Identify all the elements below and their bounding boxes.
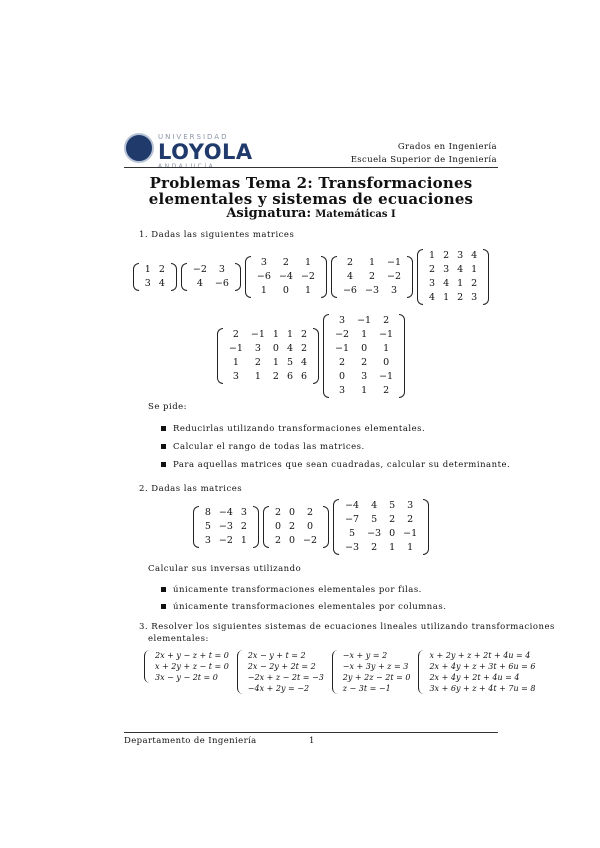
matrix-entry: 4 [443, 278, 450, 289]
matrix-entry: 1 [361, 329, 368, 340]
matrix-entry: 1 [240, 535, 247, 546]
matrix-entry: 4 [196, 278, 203, 289]
matrix-entry: 1 [272, 357, 279, 368]
matrix [181, 263, 241, 291]
matrix-entry: −7 [345, 514, 360, 525]
problem-1-matrices-row-1 [124, 249, 498, 305]
matrix-entry: 1 [260, 285, 267, 296]
matrix-entry: −6 [342, 285, 357, 296]
university-logo [158, 134, 253, 170]
left-brace [418, 650, 425, 694]
equation: x + 2y + z + 2t + 4u = 4 [429, 651, 531, 660]
matrix-entry: −6 [256, 271, 271, 282]
left-brace [237, 650, 244, 694]
matrix-entry: 4 [346, 271, 353, 282]
matrix-entry: 4 [286, 343, 294, 354]
matrix-entry: 1 [144, 264, 151, 275]
right-paren [407, 256, 413, 298]
page-title: Problemas Tema 2: Transformaciones elementales y sistemas de ecuaciones [148, 174, 474, 208]
matrix-entry: 4 [429, 292, 436, 303]
right-paren [483, 249, 489, 305]
matrix-entry: 1 [389, 542, 396, 553]
matrix-entry: 3 [429, 278, 436, 289]
matrix-entry: −1 [228, 343, 243, 354]
matrix-entry: −1 [357, 315, 372, 326]
matrix-entry: 8 [204, 507, 211, 518]
matrix-entry: −4 [345, 500, 360, 511]
matrix-entry: −2 [192, 264, 207, 275]
right-paren [321, 256, 327, 298]
matrix-entry: 1 [368, 257, 376, 268]
matrix-entry: 1 [304, 285, 311, 296]
matrix-entry: 3 [144, 278, 151, 289]
matrix-entry: 1 [361, 385, 368, 396]
matrix-entry: 0 [289, 507, 296, 518]
matrix-entry: 2 [457, 292, 464, 303]
matrix-entry: 1 [383, 343, 390, 354]
university-emblem-icon [124, 133, 154, 163]
matrix-entry: −3 [367, 528, 382, 539]
header-divider [124, 167, 498, 168]
equation: 2y + 2z − 2t = 0 [342, 673, 411, 682]
header-degrees: Grados en Ingeniería [397, 142, 497, 152]
matrix [217, 328, 319, 384]
matrix-entry: 1 [286, 329, 294, 340]
matrix-entry: −2 [387, 271, 402, 282]
logo-main-text: LOYOLA [158, 140, 253, 164]
right-paren [323, 506, 329, 548]
right-paren [313, 328, 319, 384]
matrix-entry: 1 [254, 371, 261, 382]
matrix-entry: 2 [301, 343, 308, 354]
matrix-entry: 1 [429, 250, 436, 261]
equation: −x + y = 2 [342, 651, 388, 660]
problem-2-bullet: únicamente transformaciones elementales por filas. [161, 585, 422, 595]
matrix-entry: 5 [371, 514, 378, 525]
matrix-entry: −1 [387, 257, 402, 268]
equation: 3x + 6y + z + 4t + 7u = 8 [429, 684, 536, 693]
matrix-entry: 0 [389, 528, 396, 539]
page-number: 1 [309, 736, 315, 746]
matrix-entry: 0 [307, 521, 314, 532]
matrix-entry: −6 [214, 278, 229, 289]
matrix-entry: −2 [303, 535, 318, 546]
matrix-entry: 2 [361, 357, 368, 368]
equation: −2x + z − 2t = −3 [247, 673, 324, 682]
subject-label: Asignatura: [226, 206, 312, 221]
matrix [193, 506, 259, 548]
matrix [245, 256, 327, 298]
matrix-entry: 4 [158, 278, 165, 289]
right-paren [423, 499, 429, 555]
matrix-entry: 2 [389, 514, 396, 525]
equation-system [332, 650, 411, 694]
left-paren [245, 256, 251, 298]
left-paren [323, 314, 329, 398]
matrix-entry: 3 [471, 292, 478, 303]
left-paren [133, 263, 139, 291]
matrix-entry: 0 [361, 343, 368, 354]
matrix-entry: 6 [301, 371, 308, 382]
matrix-entry: 0 [383, 357, 390, 368]
matrix-entry: 2 [383, 385, 390, 396]
problem-2-statement: 2. Dadas las matrices [139, 484, 243, 494]
problem-3-statement: 3. Resolver los siguientes sistemas de ecuaciones lineales utilizando transformaciones [139, 622, 555, 632]
left-paren [193, 506, 199, 548]
right-paren [235, 263, 241, 291]
matrix-entry: 4 [301, 357, 308, 368]
matrix-entry: 2 [274, 507, 281, 518]
equation: −4x + 2y = −2 [247, 684, 310, 693]
logo-bottom-text: ANDALUCÍA [158, 163, 216, 170]
matrix-entry: 0 [339, 371, 346, 382]
matrix-entry: −3 [218, 521, 233, 532]
equation: 2x − 2y + 2t = 2 [247, 662, 316, 671]
matrix-entry: 5 [286, 357, 294, 368]
matrix-entry: 2 [301, 329, 308, 340]
matrix-entry: 2 [274, 535, 281, 546]
matrix-entry: 1 [272, 329, 279, 340]
problem-2-matrices [124, 499, 498, 555]
problem-3-statement-cont: elementales: [148, 634, 209, 644]
equation: x + 2y + z − t = 0 [155, 662, 229, 671]
problem-3-systems [144, 650, 543, 694]
matrix-entry: 2 [289, 521, 296, 532]
matrix-entry: 5 [204, 521, 211, 532]
matrix-entry: 2 [371, 542, 378, 553]
subject-line [124, 206, 498, 221]
matrix [331, 256, 413, 298]
matrix-entry: 3 [254, 343, 261, 354]
matrix-entry: 3 [361, 371, 368, 382]
right-paren [171, 263, 177, 291]
matrix-entry: 3 [443, 264, 450, 275]
left-paren [417, 249, 423, 305]
equation-system [418, 650, 535, 694]
matrix-entry: 2 [443, 250, 450, 261]
matrix-entry: 0 [289, 535, 296, 546]
left-paren [331, 256, 337, 298]
matrix-entry: 2 [307, 507, 314, 518]
matrix-entry: 3 [232, 371, 239, 382]
problem-1-ask: Se pide: [148, 402, 188, 412]
right-paren [253, 506, 259, 548]
matrix-entry: 2 [158, 264, 165, 275]
matrix-entry: 3 [260, 257, 267, 268]
left-paren [263, 506, 269, 548]
left-paren [181, 263, 187, 291]
matrix-entry: 4 [471, 250, 478, 261]
matrix-entry: −1 [335, 343, 350, 354]
matrix-entry: 2 [232, 329, 239, 340]
matrix-entry: 1 [304, 257, 311, 268]
equation: z − 3t = −1 [342, 684, 391, 693]
matrix-entry: −4 [278, 271, 293, 282]
footer-department: Departamento de Ingeniería [124, 736, 257, 746]
matrix-entry: −2 [335, 329, 350, 340]
matrix-entry: 1 [232, 357, 239, 368]
equation: 2x − y + t = 2 [247, 651, 306, 660]
right-paren [399, 314, 405, 398]
matrix-entry: 5 [349, 528, 356, 539]
matrix-entry: 2 [339, 357, 346, 368]
problem-1-bullet: Calcular el rango de todas las matrices. [161, 442, 365, 452]
equation: 2x + y − z + t = 0 [155, 651, 229, 660]
matrix-entry: 4 [371, 500, 378, 511]
matrix-entry: 3 [339, 315, 346, 326]
matrix-entry: 4 [457, 264, 464, 275]
problem-1-bullet: Reducirlas utilizando transformaciones elementales. [161, 424, 425, 434]
matrix-entry: 3 [407, 500, 414, 511]
matrix-entry: −1 [379, 329, 394, 340]
left-paren [333, 499, 339, 555]
matrix-entry: 3 [339, 385, 346, 396]
matrix-entry: 2 [383, 315, 390, 326]
subject-value: Matemáticas I [315, 209, 396, 220]
matrix-entry: −2 [218, 535, 233, 546]
matrix-entry: 1 [471, 264, 478, 275]
matrix-entry: 3 [218, 264, 225, 275]
problem-1-bullet: Para aquellas matrices que sean cuadradas, calcular su determinante. [161, 460, 510, 470]
matrix-entry: −3 [345, 542, 360, 553]
matrix-entry: 3 [204, 535, 211, 546]
matrix-entry: 3 [240, 507, 247, 518]
matrix-entry: 0 [272, 343, 279, 354]
matrix-entry: 2 [368, 271, 376, 282]
matrix-entry: 2 [272, 371, 279, 382]
logo-top-text: UNIVERSIDAD [158, 133, 229, 141]
matrix-entry: 2 [429, 264, 436, 275]
matrix-entry: −4 [218, 507, 233, 518]
matrix-entry: 2 [471, 278, 478, 289]
matrix [333, 499, 429, 555]
equation: 2x + 4y + 2t + 4u = 4 [429, 673, 520, 682]
left-brace [144, 650, 151, 683]
matrix-entry: −3 [364, 285, 379, 296]
matrix-entry: 0 [274, 521, 281, 532]
equation: 3x − y − 2t = 0 [155, 673, 218, 682]
problem-1-statement: 1. Dadas las siguientes matrices [139, 230, 295, 240]
matrix-entry: −1 [250, 329, 265, 340]
matrix-entry: 2 [407, 514, 414, 525]
matrix-entry: 5 [389, 500, 396, 511]
matrix-entry: 2 [254, 357, 261, 368]
equation-system [144, 650, 229, 683]
matrix-entry: 2 [282, 257, 289, 268]
equation: −x + 3y + z = 3 [342, 662, 409, 671]
problem-2-bullet: únicamente transformaciones elementales por columnas. [161, 602, 446, 612]
matrix-entry: 6 [286, 371, 294, 382]
footer-divider [124, 732, 498, 733]
matrix-entry: 0 [282, 285, 289, 296]
left-brace [332, 650, 339, 694]
matrix-entry: 2 [240, 521, 247, 532]
matrix-entry: −1 [403, 528, 418, 539]
matrix-entry: 3 [457, 250, 464, 261]
left-paren [217, 328, 223, 384]
matrix [417, 249, 489, 305]
matrix-entry: 2 [346, 257, 353, 268]
header-school: Escuela Superior de Ingeniería [350, 155, 497, 165]
matrix [133, 263, 177, 291]
matrix-entry: 1 [443, 292, 450, 303]
matrix-entry: 3 [390, 285, 398, 296]
matrix-entry: 1 [457, 278, 464, 289]
matrix [263, 506, 329, 548]
problem-1-matrices-row-2 [124, 314, 498, 398]
matrix-entry: −2 [300, 271, 315, 282]
equation: 2x + 4y + z + 3t + 6u = 6 [429, 662, 536, 671]
matrix-entry: 1 [407, 542, 414, 553]
problem-2-ask: Calcular sus inversas utilizando [148, 564, 302, 574]
matrix [323, 314, 405, 398]
matrix-entry: −1 [379, 371, 394, 382]
equation-system [237, 650, 324, 694]
